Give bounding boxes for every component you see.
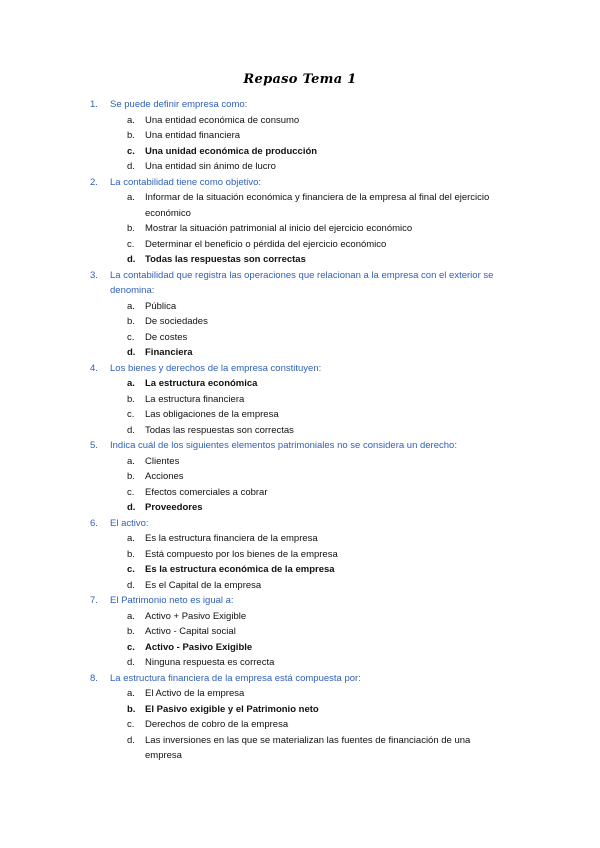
answer-option-a bbox=[0, 190, 600, 221]
question-number: 2. bbox=[90, 176, 98, 188]
question-3 bbox=[0, 268, 600, 299]
option-letter: d. bbox=[127, 161, 135, 172]
option-text: Una entidad sin ánimo de lucro bbox=[145, 161, 276, 172]
option-letter: c. bbox=[127, 238, 135, 250]
option-letter: c. bbox=[127, 409, 135, 420]
option-letter: b. bbox=[127, 130, 135, 141]
question-text: La contabilidad que registra las operaciones que relacionan a la empresa con el exterior se denomina: bbox=[110, 269, 494, 296]
option-text: Acciones bbox=[145, 471, 184, 482]
option-text: Activo - Capital social bbox=[145, 626, 236, 637]
answer-option-c bbox=[0, 407, 600, 423]
question-7 bbox=[0, 593, 600, 609]
answer-option-d bbox=[0, 159, 600, 175]
option-letter: d. bbox=[127, 734, 135, 746]
answer-option-b bbox=[0, 314, 600, 330]
option-text: Es la estructura financiera de la empresa bbox=[145, 533, 318, 544]
answer-option-d bbox=[0, 423, 600, 439]
option-text: Está compuesto por los bienes de la empresa bbox=[145, 548, 338, 560]
answer-option-a bbox=[0, 531, 600, 547]
question-number: 6. bbox=[90, 517, 98, 529]
option-letter: b. bbox=[127, 471, 135, 482]
option-text: Efectos comerciales a cobrar bbox=[145, 486, 268, 498]
option-letter: c. bbox=[127, 564, 135, 575]
answer-option-c bbox=[0, 717, 600, 733]
option-letter: d. bbox=[127, 347, 136, 358]
option-text: De costes bbox=[145, 331, 188, 343]
option-letter: b. bbox=[127, 223, 135, 234]
option-letter: c. bbox=[127, 145, 135, 157]
option-letter: a. bbox=[127, 688, 135, 699]
question-text: Indica cuál de los siguientes elementos patrimoniales no se considera un derecho: bbox=[110, 440, 457, 451]
question-text: El activo: bbox=[110, 517, 149, 529]
option-text: Las inversiones en las que se materializan las fuentes de financiación de una empresa bbox=[145, 734, 471, 761]
option-letter: a. bbox=[127, 455, 135, 467]
option-text: Financiera bbox=[145, 347, 193, 358]
option-letter: b. bbox=[127, 548, 135, 560]
option-text: Una unidad económica de producción bbox=[145, 145, 318, 157]
option-text: Derechos de cobro de la empresa bbox=[145, 719, 289, 730]
question-5 bbox=[0, 438, 600, 454]
option-text: Mostrar la situación patrimonial al inicio del ejercicio económico bbox=[145, 223, 413, 234]
question-text: El Patrimonio neto es igual a: bbox=[110, 595, 234, 606]
option-letter: a. bbox=[127, 378, 135, 389]
question-1 bbox=[0, 97, 600, 113]
option-text: Es el Capital de la empresa bbox=[145, 579, 262, 591]
question-6 bbox=[0, 516, 600, 532]
answer-option-c bbox=[0, 330, 600, 346]
option-text: Una entidad económica de consumo bbox=[145, 114, 300, 126]
question-8 bbox=[0, 671, 600, 687]
question-text: La estructura financiera de la empresa está compuesta por: bbox=[110, 672, 361, 684]
question-text: Se puede definir empresa como: bbox=[110, 99, 248, 110]
answer-option-a bbox=[0, 454, 600, 470]
answer-option-d bbox=[0, 252, 600, 268]
option-text: La estructura económica bbox=[145, 378, 258, 389]
option-text: De sociedades bbox=[145, 316, 208, 327]
question-4 bbox=[0, 361, 600, 377]
option-letter: b. bbox=[127, 393, 135, 405]
answer-option-a bbox=[0, 299, 600, 315]
question-number: 4. bbox=[90, 362, 98, 374]
answer-option-b bbox=[0, 128, 600, 144]
option-text: Clientes bbox=[145, 455, 180, 467]
answer-option-b bbox=[0, 547, 600, 563]
option-letter: b. bbox=[127, 626, 135, 637]
answer-option-a bbox=[0, 686, 600, 702]
answer-option-a bbox=[0, 113, 600, 129]
option-letter: c. bbox=[127, 719, 135, 730]
answer-option-b bbox=[0, 702, 600, 718]
answer-option-d bbox=[0, 345, 600, 361]
option-text: Las obligaciones de la empresa bbox=[145, 409, 279, 420]
option-text: Determinar el beneficio o pérdida del ejercicio económico bbox=[145, 238, 387, 250]
option-text: Activo - Pasivo Exigible bbox=[145, 641, 253, 653]
option-text: Ninguna respuesta es correcta bbox=[145, 657, 275, 668]
option-text: Proveedores bbox=[145, 502, 203, 513]
answer-option-d bbox=[0, 733, 600, 764]
option-letter: b. bbox=[127, 316, 135, 327]
answer-option-c bbox=[0, 485, 600, 501]
option-letter: d. bbox=[127, 254, 136, 265]
question-text: Los bienes y derechos de la empresa constituyen: bbox=[110, 362, 322, 374]
option-text: Todas las respuestas son correctas bbox=[145, 424, 294, 436]
answer-option-b bbox=[0, 469, 600, 485]
document-title: Repaso Tema 1 bbox=[243, 72, 357, 87]
option-text: Activo + Pasivo Exigible bbox=[145, 610, 247, 622]
answer-option-b bbox=[0, 221, 600, 237]
answer-option-c bbox=[0, 640, 600, 656]
option-letter: a. bbox=[127, 300, 135, 312]
option-letter: c. bbox=[127, 331, 135, 343]
question-number: 7. bbox=[90, 595, 98, 606]
question-text: La contabilidad tiene como objetivo: bbox=[110, 176, 262, 188]
option-letter: a. bbox=[127, 192, 135, 203]
option-text: La estructura financiera bbox=[145, 393, 245, 405]
option-letter: b. bbox=[127, 703, 136, 715]
option-text: El Pasivo exigible y el Patrimonio neto bbox=[145, 703, 319, 715]
answer-option-c bbox=[0, 237, 600, 253]
answer-option-c bbox=[0, 562, 600, 578]
option-letter: a. bbox=[127, 114, 135, 126]
answer-option-d bbox=[0, 578, 600, 594]
question-2 bbox=[0, 175, 600, 191]
question-number: 8. bbox=[90, 672, 98, 684]
option-letter: a. bbox=[127, 610, 135, 622]
question-number: 1. bbox=[90, 99, 98, 110]
option-letter: c. bbox=[127, 641, 135, 653]
question-list bbox=[0, 97, 600, 764]
option-text: El Activo de la empresa bbox=[145, 688, 245, 699]
answer-option-a bbox=[0, 376, 600, 392]
option-text: Informar de la situación económica y financiera de la empresa al final del ejercicio económico bbox=[145, 192, 490, 219]
answer-option-b bbox=[0, 392, 600, 408]
option-text: Todas las respuestas son correctas bbox=[145, 254, 306, 265]
option-text: Pública bbox=[145, 300, 177, 312]
question-number: 5. bbox=[90, 440, 98, 451]
option-letter: c. bbox=[127, 486, 135, 498]
option-letter: a. bbox=[127, 533, 135, 544]
option-letter: d. bbox=[127, 502, 136, 513]
answer-option-b bbox=[0, 624, 600, 640]
option-letter: d. bbox=[127, 657, 135, 668]
answer-option-d bbox=[0, 655, 600, 671]
option-text: Una entidad financiera bbox=[145, 130, 241, 141]
option-letter: d. bbox=[127, 579, 135, 591]
answer-option-c bbox=[0, 144, 600, 160]
question-number: 3. bbox=[90, 269, 98, 281]
option-text: Es la estructura económica de la empresa bbox=[145, 564, 335, 575]
option-letter: d. bbox=[127, 424, 135, 436]
answer-option-d bbox=[0, 500, 600, 516]
answer-option-a bbox=[0, 609, 600, 625]
